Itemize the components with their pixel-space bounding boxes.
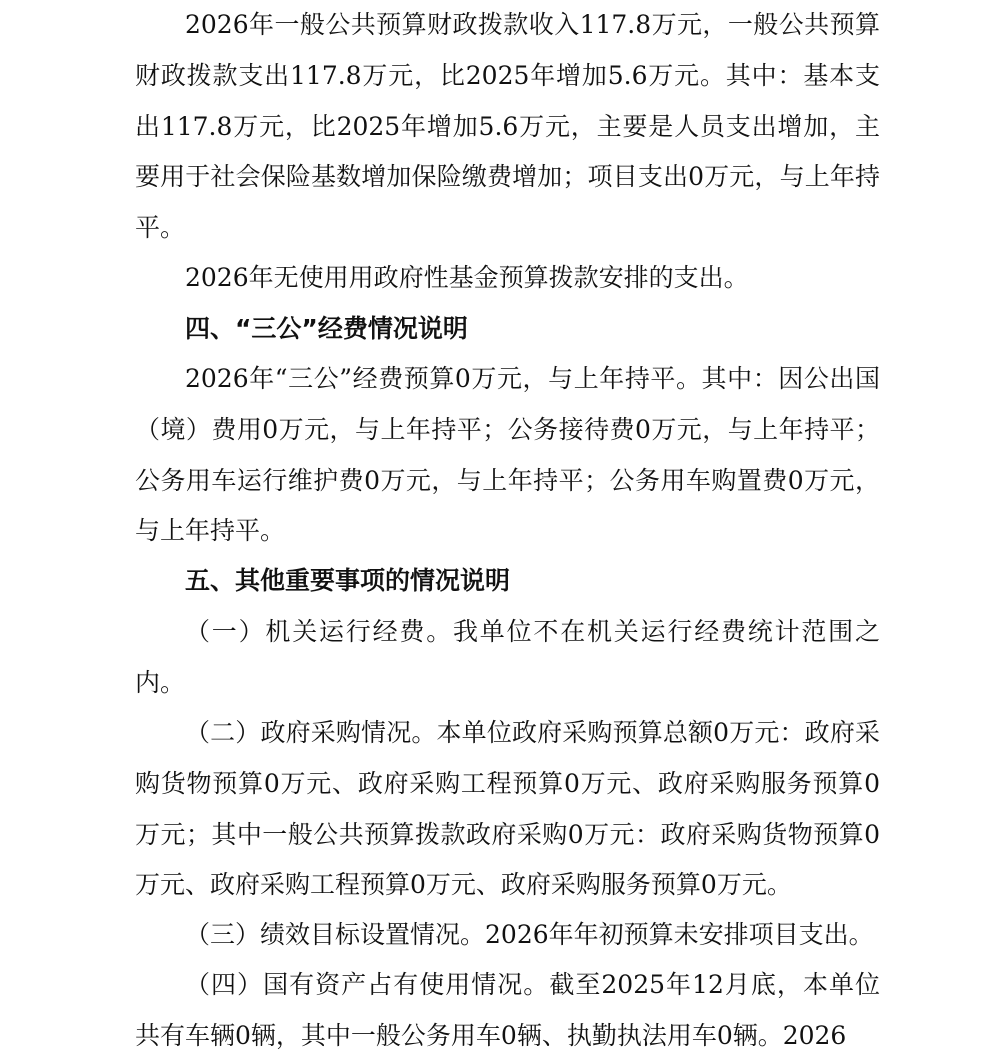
section-heading-other-important-matters: 五、其他重要事项的情况说明 [185, 566, 511, 595]
paragraph-budget-revenue-expenditure: 2026年一般公共预算财政拨款收入117.8万元，一般公共预算财政拨款支出117.8万元，比2025年增加5.6万元。其中：基本支出117.8万元，比2025年增加5.6万元，主要是人员支出增加，主要用于社会保险基数增加保险缴费增加；项目支出0万元，与上年持平。 [135, 10, 880, 243]
paragraph-three-public-expenses: 2026年“三公”经费预算0万元，与上年持平。其中：因公出国（境）费用0万元，与上年持平；公务接待费0万元，与上年持平；公务用车运行维护费0万元，与上年持平；公务用车购置费0万元，与上年持平。 [135, 364, 880, 546]
paragraph-agency-operating-expenses: （一）机关运行经费。我单位不在机关运行经费统计范围之内。 [135, 617, 880, 697]
paragraph-state-owned-assets: （四）国有资产占有使用情况。截至2025年12月底，本单位共有车辆0辆，其中一般公务用车0辆、执勤执法用车0辆。2026 [135, 970, 880, 1050]
paragraph-government-fund-budget: 2026年无使用用政府性基金预算拨款安排的支出。 [185, 263, 749, 292]
section-heading-three-public-expenses: 四、“三公”经费情况说明 [185, 314, 468, 343]
paragraph-performance-targets: （三）绩效目标设置情况。2026年年初预算未安排项目支出。 [185, 920, 874, 949]
paragraph-government-procurement: （二）政府采购情况。本单位政府采购预算总额0万元：政府采购货物预算0万元、政府采购工程预算0万元、政府采购服务预算0万元；其中一般公共预算拨款政府采购0万元：政府采购货物预算0万元、政府采购工程预算0万元、政府采购服务预算0万元。 [135, 718, 880, 900]
